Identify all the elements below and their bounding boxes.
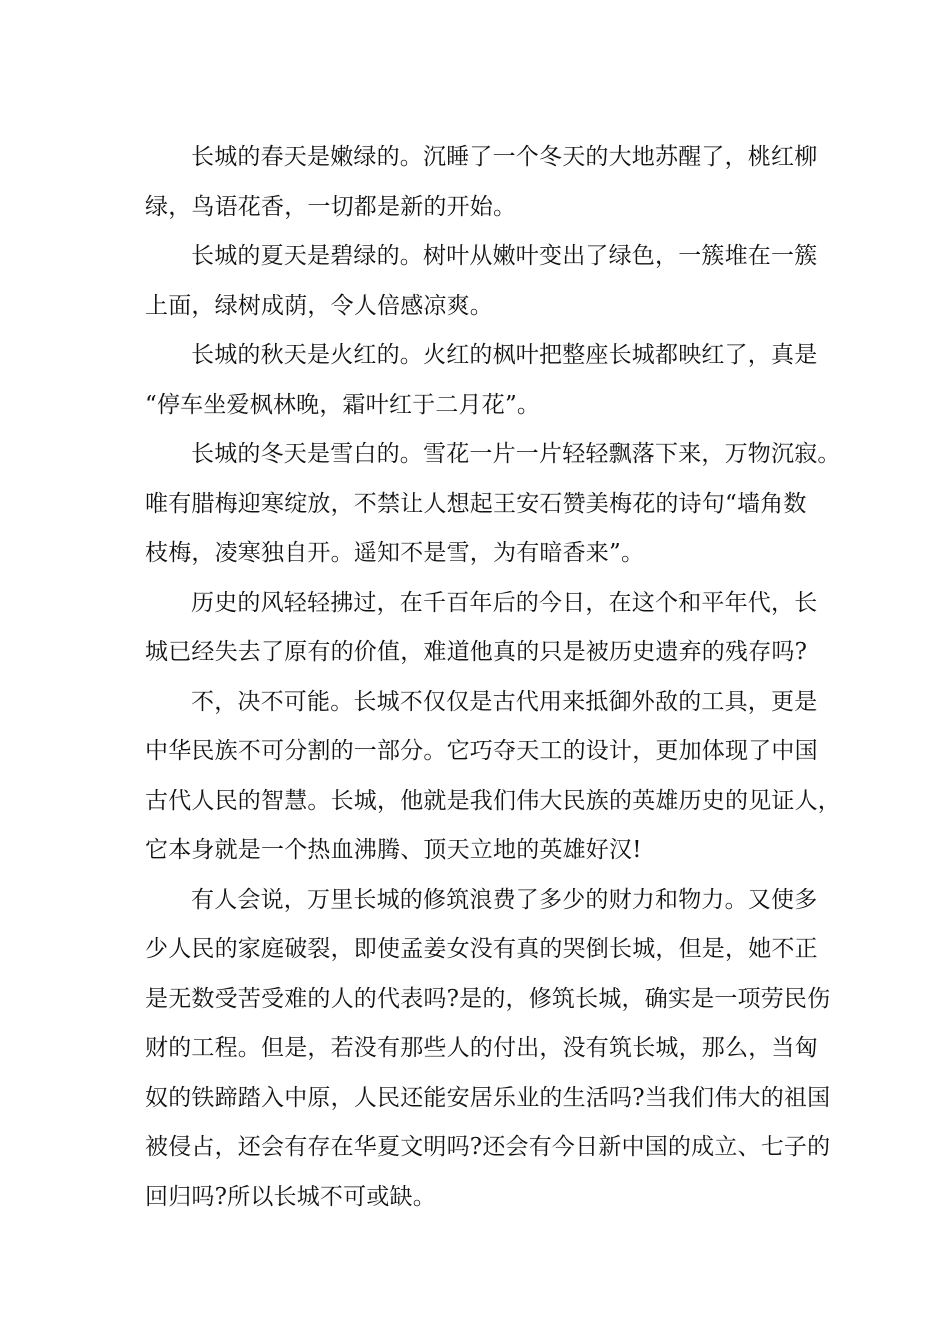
essay-body <box>145 133 841 1222</box>
paragraph-line: 它本身就是一个热血沸腾、顶天立地的英雄好汉! <box>145 837 642 863</box>
paragraph-line: 古代人民的智慧。长城，他就是我们伟大民族的英雄历史的见证人， <box>145 787 841 814</box>
paragraph-line: 长城的夏天是碧绿的。树叶从嫩叶变出了绿色，一簇堆在一簇 <box>191 243 818 269</box>
paragraph-autumn <box>145 331 818 430</box>
paragraph-cost <box>145 876 831 1223</box>
paragraph-line: 财的工程。但是，若没有那些人的付出，没有筑长城，那么，当匈 <box>145 1035 818 1061</box>
paragraph-line: 唯有腊梅迎寒绽放，不禁让人想起王安石赞美梅花的诗句“墙角数 <box>145 490 807 517</box>
paragraph-line: 被侵占，还会有存在华夏文明吗?还会有今日新中国的成立、七子的 <box>145 1134 831 1160</box>
paragraph-line: 回归吗?所以长城不可或缺。 <box>145 1183 436 1210</box>
paragraph-line: 历史的风轻轻拂过，在千百年后的今日，在这个和平年代，长 <box>191 589 818 616</box>
paragraph-line: 中华民族不可分割的一部分。它巧夺天工的设计，更加体现了中国 <box>145 738 818 764</box>
paragraph-line: 绿，鸟语花香，一切都是新的开始。 <box>145 193 517 220</box>
paragraph-spring <box>145 133 818 232</box>
paragraph-line: 少人民的家庭破裂，即使孟姜女没有真的哭倒长城，但是，她不正 <box>145 936 818 962</box>
paragraph-line: 城已经失去了原有的价值，难道他真的只是被历史遗弃的残存吗? <box>145 639 808 665</box>
paragraph-winter <box>145 430 841 579</box>
paragraph-line: 上面，绿树成荫，令人倍感凉爽。 <box>145 292 493 319</box>
paragraph-significance <box>145 678 841 876</box>
paragraph-line: 长城的春天是嫩绿的。沉睡了一个冬天的大地苏醒了，桃红柳 <box>191 144 818 170</box>
paragraph-line: 枝梅，凌寒独自开。遥知不是雪，为有暗香来”。 <box>145 540 645 566</box>
paragraph-line: 不，决不可能。长城不仅仅是古代用来抵御外敌的工具，更是 <box>191 688 818 715</box>
paragraph-summer <box>145 232 818 331</box>
paragraph-history <box>145 579 818 678</box>
paragraph-line: 长城的秋天是火红的。火红的枫叶把整座长城都映红了，真是 <box>191 342 818 368</box>
paragraph-line: “停车坐爱枫林晚，霜叶红于二月花”。 <box>145 391 541 418</box>
paragraph-line: 有人会说，万里长城的修筑浪费了多少的财力和物力。又使多 <box>191 886 818 913</box>
paragraph-line: 是无数受苦受难的人的代表吗?是的，修筑长城，确实是一项劳民伤 <box>145 985 831 1012</box>
paragraph-line: 奴的铁蹄踏入中原，人民还能安居乐业的生活吗?当我们伟大的祖国 <box>145 1084 831 1111</box>
paragraph-line: 长城的冬天是雪白的。雪花一片一片轻轻飘落下来，万物沉寂。 <box>191 441 841 467</box>
